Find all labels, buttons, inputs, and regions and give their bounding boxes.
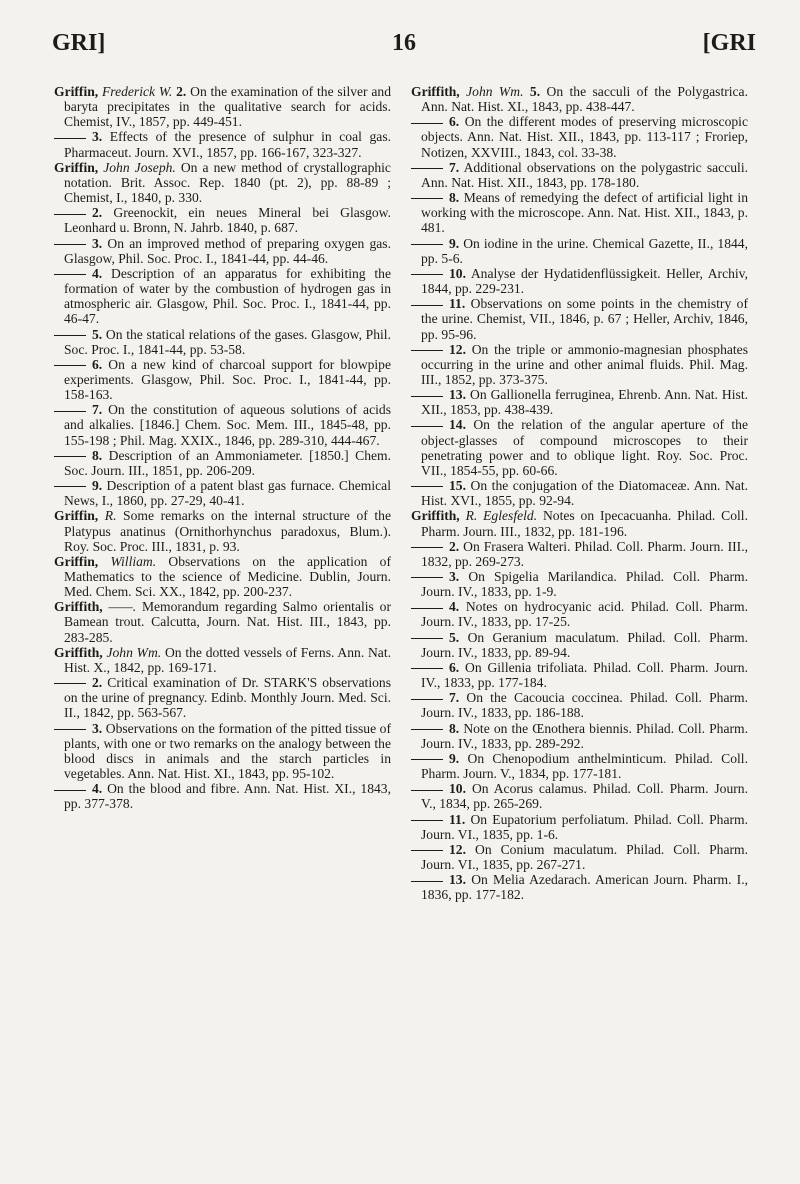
entry-text: On Chenopodium anthelminticum. Philad. Coll. Pharm. Journ. V., 1834, pp. 177-181. <box>421 750 748 782</box>
ditto-dash <box>411 759 443 760</box>
ditto-dash <box>54 214 86 215</box>
entry-given-name: John Joseph. <box>103 159 176 175</box>
ditto-dash <box>54 274 86 275</box>
entry-author: Griffith, <box>54 599 103 615</box>
bibliography-entry <box>54 160 391 205</box>
entry-text: On the conjugation of the Diatomaceæ. Ann. Nat. Hist. XVI., 1855, pp. 92-94. <box>421 478 748 509</box>
entry-number: 12. <box>449 341 466 357</box>
entry-number: 7. <box>92 402 103 418</box>
entry-text: Effects of the presence of sulphur in coal gas. Pharmaceut. Journ. XVI., 1857, pp. 166-167, 323-327. <box>64 129 392 160</box>
bibliography-entry <box>411 569 748 599</box>
entry-number: 2. <box>92 205 103 221</box>
entry-text: Notes on hydrocyanic acid. Philad. Coll. Pharm. Journ. IV., 1833, pp. 17-25. <box>421 599 748 630</box>
bibliography-entry <box>54 721 391 782</box>
bibliography-entry <box>411 387 748 417</box>
entry-text: On Geranium maculatum. Philad. Coll. Pharm. Journ. IV., 1833, pp. 89-94. <box>421 629 748 660</box>
entry-author: Griffith, <box>411 508 460 524</box>
entry-number: 13. <box>449 387 466 403</box>
bibliography-entry <box>54 327 391 357</box>
ditto-dash <box>411 790 443 791</box>
entry-given-name: William. <box>110 553 157 569</box>
bibliography-entry <box>54 508 391 553</box>
right-column <box>411 84 748 902</box>
entry-number: 14. <box>449 417 466 433</box>
bibliography-entry <box>54 84 391 129</box>
ditto-dash <box>411 668 443 669</box>
bibliography-entry <box>411 599 748 629</box>
bibliography-entry <box>54 478 391 508</box>
entry-text: Means of remedying the defect of artificial light in working with the microscope. Ann. Nat. Hist. XII., 1843, p. 481. <box>421 190 748 236</box>
entry-number: 11. <box>449 811 466 827</box>
entry-text: Notes on Ipecacuanha. Philad. Coll. Pharm. Journ. III., 1832, pp. 181-196. <box>421 508 748 539</box>
entry-number: 6. <box>449 659 460 675</box>
bibliography-entry <box>411 417 748 478</box>
ditto-dash <box>411 123 443 124</box>
ditto-dash <box>54 244 86 245</box>
entry-number: 11. <box>449 296 466 312</box>
bibliography-entry <box>411 690 748 720</box>
bibliography-entry <box>54 236 391 266</box>
entry-number: 6. <box>449 114 460 130</box>
entry-text: Description of a patent blast gas furnace. Chemical News, I., 1860, pp. 27-29, 40-41. <box>64 478 391 509</box>
entry-number: 4. <box>449 599 460 615</box>
bibliography-entry <box>54 599 391 644</box>
entry-number: 10. <box>449 265 466 281</box>
entry-author: Griffin, <box>54 159 99 175</box>
bibliography-entry <box>54 266 391 327</box>
ditto-dash <box>411 850 443 851</box>
ditto-dash <box>411 638 443 639</box>
entry-number: 9. <box>92 478 103 494</box>
entry-text: On a new method of crystallographic notation. Brit. Assoc. Rep. 1840 (pt. 2), pp. 88-89 ; Chemist, I., 1840, p. 330. <box>64 159 391 206</box>
bibliography-entry <box>54 554 391 599</box>
bibliography-entry <box>411 296 748 341</box>
ditto-dash <box>54 138 86 139</box>
bibliography-entry <box>411 508 748 538</box>
entry-given-name: R. Eglesfeld. <box>465 508 538 524</box>
bibliography-entry <box>411 266 748 296</box>
header-right: [GRI <box>702 30 756 56</box>
entry-number: 3. <box>92 720 103 736</box>
entry-text: On the statical relations of the gases. Glasgow, Phil. Soc. Proc. I., 1841-44, pp. 53-58. <box>64 326 391 357</box>
ditto-dash <box>411 350 443 351</box>
entry-number: 5. <box>449 629 460 645</box>
entry-text: On Spigelia Marilandica. Philad. Coll. Pharm. Journ. IV., 1833, pp. 1-9. <box>421 569 748 600</box>
ditto-dash <box>54 486 86 487</box>
ditto-dash <box>54 456 86 457</box>
ditto-dash <box>411 274 443 275</box>
entry-number: 9. <box>449 235 460 251</box>
entry-text: Additional observations on the polygastric sacculi. Ann. Nat. Hist. XII., 1843, pp. 178-180. <box>421 159 748 190</box>
entry-number: 3. <box>449 569 460 584</box>
entry-author: Griffith, <box>54 644 103 660</box>
entry-author: Griffin, <box>54 84 99 99</box>
entry-number: 2. <box>449 538 460 554</box>
entry-text: Some remarks on the internal structure of the Platypus anatinus (Ornithorhynchus paradoxus, Blum.). Roy. Soc. Proc. III., 1831, p. 93. <box>64 508 391 554</box>
entry-text: On iodine in the urine. Chemical Gazette, II., 1844, pp. 5-6. <box>421 235 748 266</box>
entry-text: On Gallionella ferruginea, Ehrenb. Ann. Nat. Hist. XII., 1853, pp. 438-439. <box>421 387 748 418</box>
entry-number: 13. <box>449 872 466 888</box>
bibliography-entry <box>54 675 391 720</box>
ditto-dash <box>411 396 443 397</box>
entry-number: 4. <box>92 265 103 281</box>
entry-number: 8. <box>92 447 103 463</box>
bibliography-entry <box>411 751 748 781</box>
entry-number: 2. <box>176 84 187 99</box>
entry-text: Observations on some points in the chemistry of the urine. Chemist, VII., 1846, p. 67 ; Heller, Archiv, 1846, pp. 95-96. <box>421 296 748 342</box>
ditto-dash <box>54 411 86 412</box>
ditto-dash <box>411 881 443 882</box>
entry-number: 10. <box>449 781 466 797</box>
entry-number: 3. <box>92 235 103 251</box>
bibliography-entry <box>54 645 391 675</box>
bibliography-entry <box>411 342 748 387</box>
header-left: GRI] <box>52 30 106 56</box>
entry-number: 3. <box>92 129 103 145</box>
page-number: 16 <box>392 30 416 56</box>
entry-number: 5. <box>529 84 541 99</box>
entry-text: On the different modes of preserving microscopic objects. Ann. Nat. Hist. XII., 1843, pp. 113-117 ; Froriep, Notizen, XXVIII., 1843, col. 33-38. <box>421 114 748 160</box>
bibliography-entry <box>411 781 748 811</box>
bibliography-entry <box>411 190 748 235</box>
entry-number: 6. <box>92 356 103 372</box>
ditto-dash <box>411 305 443 306</box>
ditto-dash <box>411 426 443 427</box>
ditto-dash <box>54 335 86 336</box>
entry-text: On Conium maculatum. Philad. Coll. Pharm. Journ. VI., 1835, pp. 267-271. <box>421 841 748 872</box>
bibliography-entry <box>54 129 391 159</box>
ditto-dash <box>54 683 86 684</box>
entry-text: Description of an Ammoniameter. [1850.] Chem. Soc. Journ. III., 1851, pp. 206-209. <box>64 447 391 478</box>
entry-number: 5. <box>92 326 103 342</box>
entry-number: 8. <box>449 720 460 736</box>
entry-given-name: Frederick W. <box>101 84 173 99</box>
ditto-dash <box>411 198 443 199</box>
entry-text: Observations on the application of Mathematics to the science of Medicine. Dublin, Journ. Med. Chem. Sci. XX., 1842, pp. 200-237. <box>64 553 392 600</box>
bibliography-entry <box>411 721 748 751</box>
ditto-dash <box>411 820 443 821</box>
ditto-dash <box>54 729 86 730</box>
entry-text: Analyse der Hydatidenflüssigkeit. Heller, Archiv, 1844, pp. 229-231. <box>421 265 748 297</box>
ditto-dash <box>411 168 443 169</box>
entry-number: 8. <box>449 190 460 206</box>
running-header <box>52 30 756 58</box>
entry-text: On the Cacoucia coccinea. Philad. Coll. Pharm. Journ. IV., 1833, pp. 186-188. <box>421 690 749 721</box>
bibliography-entry <box>411 478 748 508</box>
bibliography-entry <box>411 812 748 842</box>
entry-author: Griffith, <box>411 84 460 99</box>
entry-text: On Melia Azedarach. American Journ. Pharm. I., 1836, pp. 177-182. <box>421 872 748 903</box>
ditto-dash <box>411 608 443 609</box>
entry-text: Critical examination of Dr. STARK'S observations on the urine of pregnancy. Edinb. Monthly Journ. Med. Sci. II., 1842, pp. 563-567. <box>64 675 391 721</box>
entry-given-name: ——. <box>108 599 137 615</box>
bibliography-entry <box>54 448 391 478</box>
bibliography-entry <box>411 539 748 569</box>
entry-number: 7. <box>449 159 460 175</box>
entry-number: 9. <box>449 750 460 766</box>
ditto-dash <box>411 729 443 730</box>
entry-text: On the relation of the angular aperture of the object-glasses of compound microscopes to their penetrating power and to oblique light. Roy. Soc. Proc. VII., 1854-55, pp. 60-66. <box>421 417 749 478</box>
entry-number: 15. <box>449 478 466 494</box>
entry-number: 12. <box>449 841 466 857</box>
entry-number: 4. <box>92 781 103 797</box>
ditto-dash <box>411 699 443 700</box>
ditto-dash <box>54 365 86 366</box>
entry-given-name: John Wm. <box>106 644 162 660</box>
entry-text: On Eupatorium perfoliatum. Philad. Coll. Pharm. Journ. VI., 1835, pp. 1-6. <box>421 811 748 842</box>
bibliography-entry <box>54 357 391 402</box>
entry-text: On an improved method of preparing oxygen gas. Glasgow, Phil. Soc. Proc. I., 1841-44, pp. 44-46. <box>64 235 391 266</box>
entry-given-name: R. <box>104 508 117 524</box>
bibliography-entry <box>54 781 391 811</box>
bibliography-entry <box>411 236 748 266</box>
ditto-dash <box>411 547 443 548</box>
entry-text: On Acorus calamus. Philad. Coll. Pharm. Journ. V., 1834, pp. 265-269. <box>421 781 749 812</box>
entry-text: On the constitution of aqueous solutions of acids and alkalies. [1846.] Chem. Soc. Mem. III., 1845-48, pp. 155-198 ; Phil. Mag. XXIX., 1846, pp. 289-310, 444-467. <box>64 402 391 448</box>
ditto-dash <box>411 577 443 578</box>
bibliography-entry <box>54 402 391 447</box>
left-column <box>54 84 391 812</box>
entry-number: 2. <box>92 675 103 691</box>
entry-given-name: John Wm. <box>466 84 524 99</box>
ditto-dash <box>411 486 443 487</box>
entry-text: On Frasera Walteri. Philad. Coll. Pharm. Journ. III., 1832, pp. 269-273. <box>421 538 748 569</box>
entry-text: On the examination of the silver and baryta precipitates in the qualitative search for acids. Chemist, IV., 1857, pp. 449-451. <box>64 84 391 130</box>
entry-text: Note on the Œnothera biennis. Philad. Coll. Pharm. Journ. IV., 1833, pp. 289-292. <box>421 720 748 751</box>
bibliography-entry <box>411 114 748 159</box>
entry-text: On the triple or ammonio-magnesian phosphates occurring in the urine and other animal fluids. Phil. Mag. III., 1852, pp. 373-375. <box>421 341 749 387</box>
ditto-dash <box>411 244 443 245</box>
entry-text: Description of an apparatus for exhibiting the formation of water by the combustion of hydrogen gas in atmospheric air. Glasgow, Phil. Soc. Proc. I., 1841-44, pp. 46-47. <box>64 265 391 327</box>
entry-author: Griffin, <box>54 553 99 569</box>
bibliography-entry <box>411 872 748 902</box>
entry-text: On the sacculi of the Polygastrica. Ann. Nat. Hist. XI., 1843, pp. 438-447. <box>421 84 748 115</box>
entry-text: On the dotted vessels of Ferns. Ann. Nat. Hist. X., 1842, pp. 169-171. <box>64 644 391 675</box>
entry-author: Griffin, <box>54 508 99 524</box>
entry-text: Greenockit, ein neues Mineral bei Glasgow. Leonhard u. Bronn, N. Jahrb. 1840, p. 687. <box>64 205 391 236</box>
bibliography-entry <box>411 842 748 872</box>
entry-text: On a new kind of charcoal support for blowpipe experiments. Glasgow, Phil. Soc. Proc. I., 1841-44, pp. 158-163. <box>64 356 391 403</box>
entry-text: On the blood and fibre. Ann. Nat. Hist. XI., 1843, pp. 377-378. <box>64 781 391 812</box>
bibliography-entry <box>411 660 748 690</box>
entry-text: Memorandum regarding Salmo orientalis or Bamean trout. Calcutta, Journ. Nat. Hist. III., 1843, pp. 283-285. <box>64 599 391 645</box>
entry-text: Observations on the formation of the pitted tissue of plants, with one or two remarks on the analogy between the blood discs in animals and the starch particles in vegetables. Ann. Nat. Hist. XI., 1843, pp. 95-102. <box>64 720 392 782</box>
bibliography-entry <box>411 160 748 190</box>
bibliography-entry <box>54 205 391 235</box>
bibliography-entry <box>411 630 748 660</box>
entry-text: On Gillenia trifoliata. Philad. Coll. Pharm. Journ. IV., 1833, pp. 177-184. <box>421 659 748 691</box>
bibliography-entry <box>411 84 748 114</box>
entry-number: 7. <box>449 690 460 706</box>
ditto-dash <box>54 790 86 791</box>
